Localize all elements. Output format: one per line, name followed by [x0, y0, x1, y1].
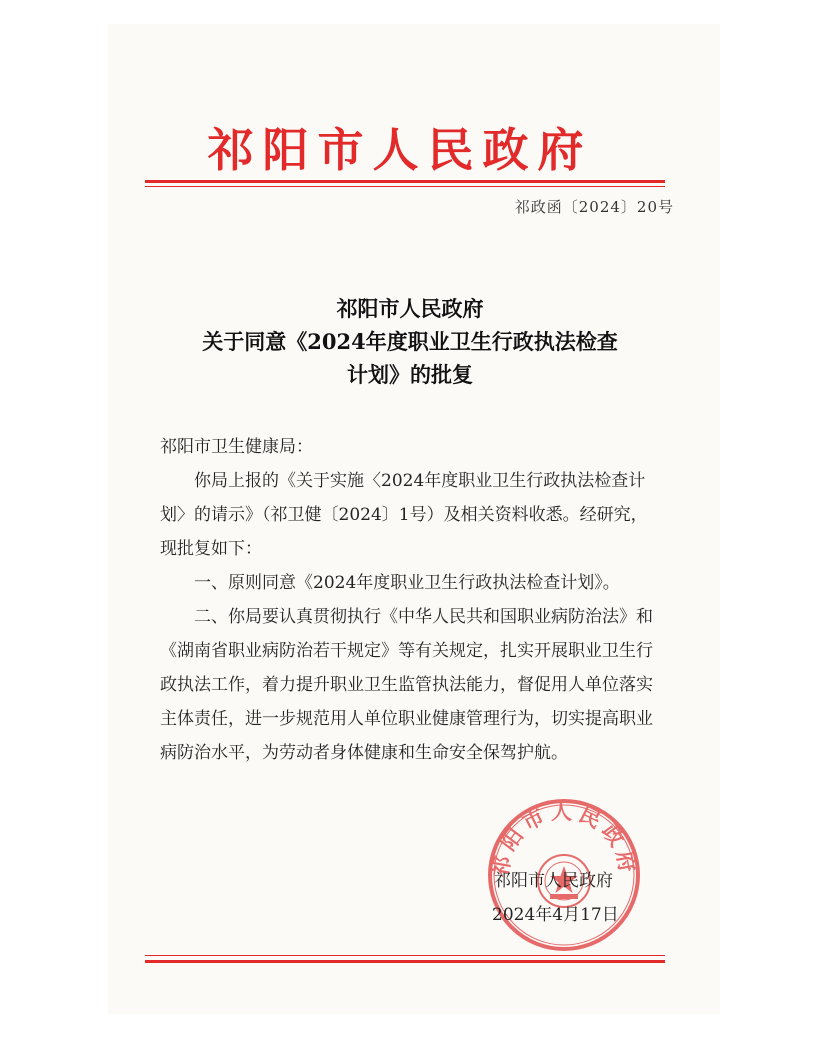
document-title-line: 关于同意《2024年度职业卫生行政执法检查	[202, 329, 618, 354]
signature-date: 2024年4月17日	[492, 905, 619, 925]
letterhead-rule-thin	[145, 186, 665, 187]
body-paragraph: 你局上报的《关于实施〈2024年度职业卫生行政执法检查计划〉的请示》（祁卫健〔2024〕1号）及相关资料收悉。经研究，现批复如下：	[160, 471, 648, 559]
body-paragraph: 二、你局要认真贯彻执行《中华人民共和国职业病防治法》和《湖南省职业病防治若干规定》等有关规定，扎实开展职业卫生行政执法工作，着力提升职业卫生监管执法能力，督促用人单位落实主体责任，进一步规范用人单位职业健康管理行为，切实提高职业病防治水平，为劳动者身体健康和生命安全保驾护航。	[160, 607, 653, 763]
document-title-line: 计划》的批复	[347, 362, 473, 387]
document-body	[160, 430, 660, 770]
footer-rule-thin	[145, 955, 665, 956]
document-number: 祁政函〔2024〕20号	[514, 198, 674, 216]
body-paragraph: 一、原则同意《2024年度职业卫生行政执法检查计划》。	[194, 573, 620, 593]
letterhead-rule-thick	[145, 180, 665, 183]
signature-org: 祁阳市人民政府	[494, 871, 613, 891]
letterhead-title: 祁阳市人民政府	[207, 123, 593, 177]
document-title-line: 祁阳市人民政府	[336, 296, 484, 321]
document-title	[140, 292, 680, 391]
footer-rule-thick	[145, 960, 665, 963]
salutation: 祁阳市卫生健康局：	[160, 437, 313, 457]
seal-text: 祁阳市人民政府	[486, 799, 642, 879]
signature-block	[490, 864, 680, 932]
